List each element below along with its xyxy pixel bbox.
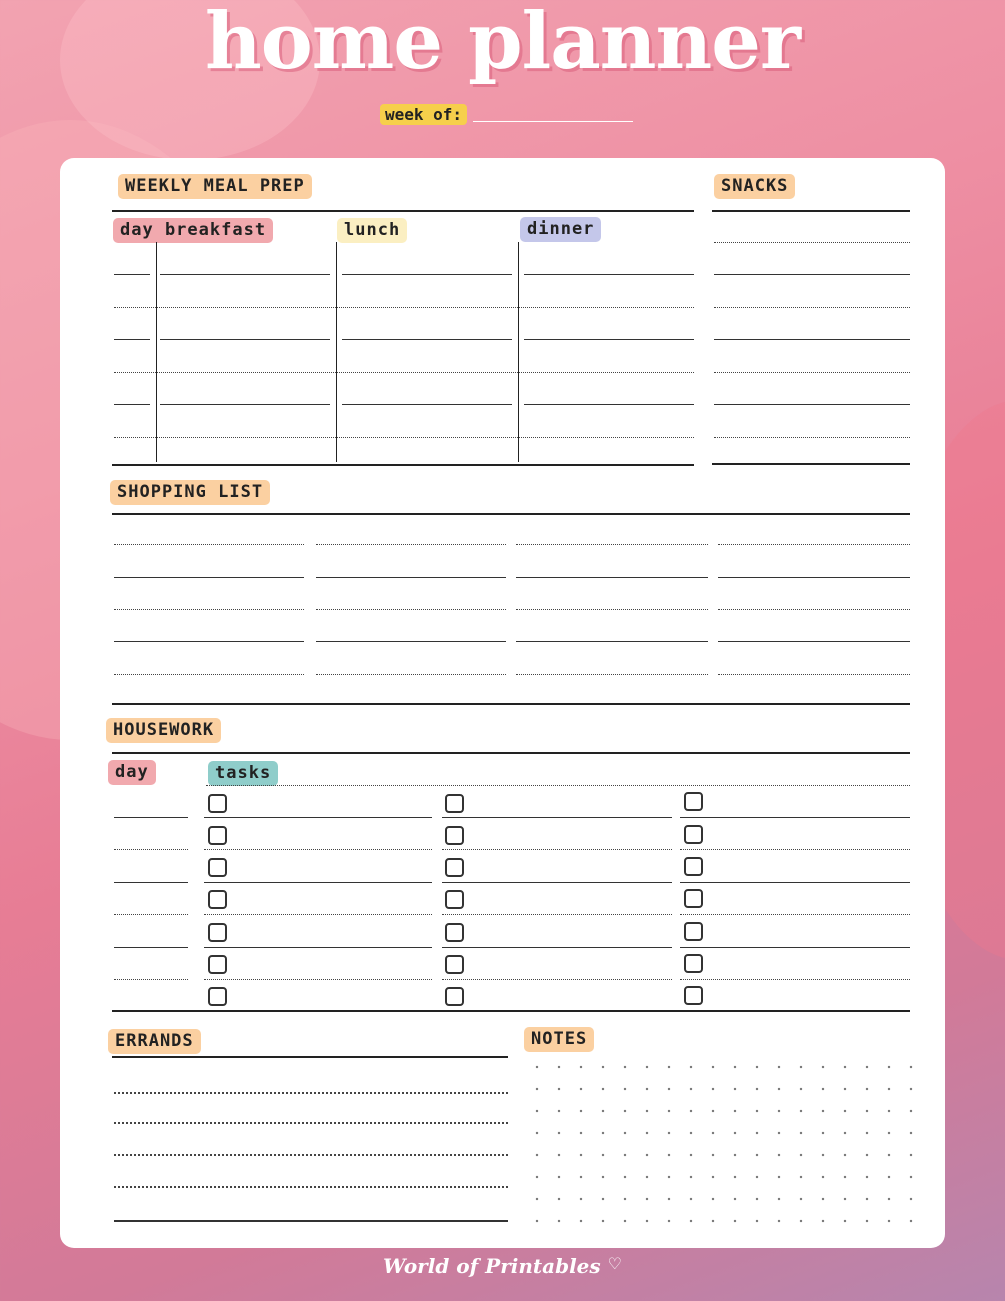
checkbox-icon[interactable] (445, 955, 464, 974)
checkbox-icon[interactable] (445, 923, 464, 942)
shopping-line[interactable] (114, 641, 304, 642)
snacks-line[interactable] (714, 242, 910, 243)
shopping-line[interactable] (718, 544, 910, 545)
checkbox-icon[interactable] (208, 923, 227, 942)
snacks-line[interactable] (714, 437, 910, 438)
week-of-label: week of: (380, 104, 467, 125)
snacks-line[interactable] (714, 307, 910, 308)
meal-row-line[interactable] (114, 307, 694, 308)
shopping-line[interactable] (516, 577, 708, 578)
meal-column-divider (336, 242, 337, 462)
shopping-line[interactable] (114, 674, 304, 675)
housework-title: HOUSEWORK (106, 718, 221, 743)
shopping-line[interactable] (114, 577, 304, 578)
housework-day-line[interactable] (114, 817, 188, 818)
housework-task-line[interactable] (680, 882, 910, 883)
meal-prep-title: WEEKLY MEAL PREP (118, 174, 312, 199)
meal-row-line[interactable] (342, 404, 512, 405)
meal-row-line[interactable] (114, 339, 150, 340)
meal-row-line[interactable] (524, 339, 694, 340)
checkbox-icon[interactable] (684, 889, 703, 908)
housework-task-line[interactable] (680, 979, 910, 980)
snacks-line[interactable] (714, 339, 910, 340)
errands-line[interactable] (114, 1186, 508, 1188)
checkbox-icon[interactable] (208, 987, 227, 1006)
shopping-line[interactable] (718, 674, 910, 675)
checkbox-icon[interactable] (684, 792, 703, 811)
checkbox-icon[interactable] (445, 794, 464, 813)
page-title: home planner (205, 0, 800, 87)
meal-row-line[interactable] (114, 437, 694, 438)
planner-card (60, 158, 945, 1248)
notes-dot-grid[interactable] (526, 1056, 916, 1226)
shopping-line[interactable] (316, 609, 506, 610)
shopping-line[interactable] (516, 544, 708, 545)
meal-row-line[interactable] (160, 339, 330, 340)
housework-day-line[interactable] (114, 882, 188, 883)
shopping-top-rule (112, 513, 910, 515)
errands-line[interactable] (114, 1154, 508, 1156)
checkbox-icon[interactable] (208, 955, 227, 974)
shopping-line[interactable] (114, 609, 304, 610)
footer-brand (0, 1254, 1005, 1278)
checkbox-icon[interactable] (684, 922, 703, 941)
checkbox-icon[interactable] (445, 826, 464, 845)
checkbox-icon[interactable] (445, 987, 464, 1006)
checkbox-icon[interactable] (208, 858, 227, 877)
shopping-line[interactable] (718, 577, 910, 578)
housework-day-line[interactable] (114, 979, 188, 980)
housework-task-line[interactable] (204, 882, 432, 883)
errands-top-rule (112, 1056, 508, 1058)
day-breakfast-label: day breakfast (113, 218, 273, 243)
checkbox-icon[interactable] (208, 890, 227, 909)
shopping-line[interactable] (316, 544, 506, 545)
housework-task-line[interactable] (442, 882, 672, 883)
meal-row-line[interactable] (524, 404, 694, 405)
meal-prep-top-rule (112, 210, 694, 212)
meal-row-line[interactable] (160, 274, 330, 275)
checkbox-icon[interactable] (445, 858, 464, 877)
checkbox-icon[interactable] (208, 826, 227, 845)
errands-title: ERRANDS (108, 1029, 201, 1054)
errands-line[interactable] (114, 1122, 508, 1124)
week-of-line[interactable] (473, 121, 633, 122)
snacks-top-rule (712, 210, 910, 212)
shopping-line[interactable] (316, 641, 506, 642)
housework-task-line[interactable] (204, 914, 432, 915)
meal-row-line[interactable] (160, 404, 330, 405)
footer-brand-text: World of Printables (383, 1254, 601, 1278)
housework-task-line[interactable] (680, 947, 910, 948)
shopping-line[interactable] (718, 641, 910, 642)
housework-task-line[interactable] (442, 817, 672, 818)
meal-row-line[interactable] (342, 274, 512, 275)
shopping-line[interactable] (316, 577, 506, 578)
housework-task-line[interactable] (680, 817, 910, 818)
housework-line[interactable] (206, 785, 910, 786)
housework-tasks-label: tasks (208, 761, 278, 786)
errands-line[interactable] (114, 1220, 508, 1222)
meal-prep-bottom-rule (112, 464, 694, 466)
housework-day-line[interactable] (114, 947, 188, 948)
meal-row-line[interactable] (114, 404, 150, 405)
housework-task-line[interactable] (204, 947, 432, 948)
checkbox-icon[interactable] (684, 986, 703, 1005)
snacks-title: SNACKS (714, 174, 795, 199)
housework-task-line[interactable] (204, 979, 432, 980)
shopping-bottom-rule (112, 703, 910, 705)
snacks-line[interactable] (714, 404, 910, 405)
housework-task-line[interactable] (204, 817, 432, 818)
housework-task-line[interactable] (680, 849, 910, 850)
checkbox-icon[interactable] (208, 794, 227, 813)
week-of (380, 104, 633, 125)
snacks-line[interactable] (714, 274, 910, 275)
checkbox-icon[interactable] (684, 825, 703, 844)
checkbox-icon[interactable] (445, 890, 464, 909)
shopping-line[interactable] (516, 609, 708, 610)
housework-task-line[interactable] (442, 914, 672, 915)
housework-day-line[interactable] (114, 914, 188, 915)
shopping-line[interactable] (114, 544, 304, 545)
shopping-line[interactable] (718, 609, 910, 610)
housework-day-label: day (108, 760, 156, 785)
snacks-bottom-rule (712, 463, 910, 465)
housework-bottom-rule (112, 1010, 910, 1012)
shopping-line[interactable] (516, 674, 708, 675)
checkbox-icon[interactable] (684, 857, 703, 876)
meal-column-divider (518, 242, 519, 462)
housework-task-line[interactable] (442, 979, 672, 980)
checkbox-icon[interactable] (684, 954, 703, 973)
snacks-line[interactable] (714, 372, 910, 373)
housework-task-line[interactable] (680, 914, 910, 915)
housework-task-line[interactable] (442, 849, 672, 850)
dinner-label: dinner (520, 217, 601, 242)
meal-row-line[interactable] (342, 339, 512, 340)
shopping-list-title: SHOPPING LIST (110, 480, 270, 505)
heart-icon: ♡ (607, 1254, 622, 1273)
errands-line[interactable] (114, 1092, 508, 1094)
meal-row-line[interactable] (524, 274, 694, 275)
lunch-label: lunch (337, 218, 407, 243)
shopping-line[interactable] (316, 674, 506, 675)
meal-row-line[interactable] (114, 372, 694, 373)
meal-column-divider (156, 242, 157, 462)
housework-day-line[interactable] (114, 849, 188, 850)
housework-task-line[interactable] (204, 849, 432, 850)
shopping-line[interactable] (516, 641, 708, 642)
meal-row-line[interactable] (114, 274, 150, 275)
housework-task-line[interactable] (442, 947, 672, 948)
notes-title: NOTES (524, 1027, 594, 1052)
housework-top-rule (112, 752, 910, 754)
